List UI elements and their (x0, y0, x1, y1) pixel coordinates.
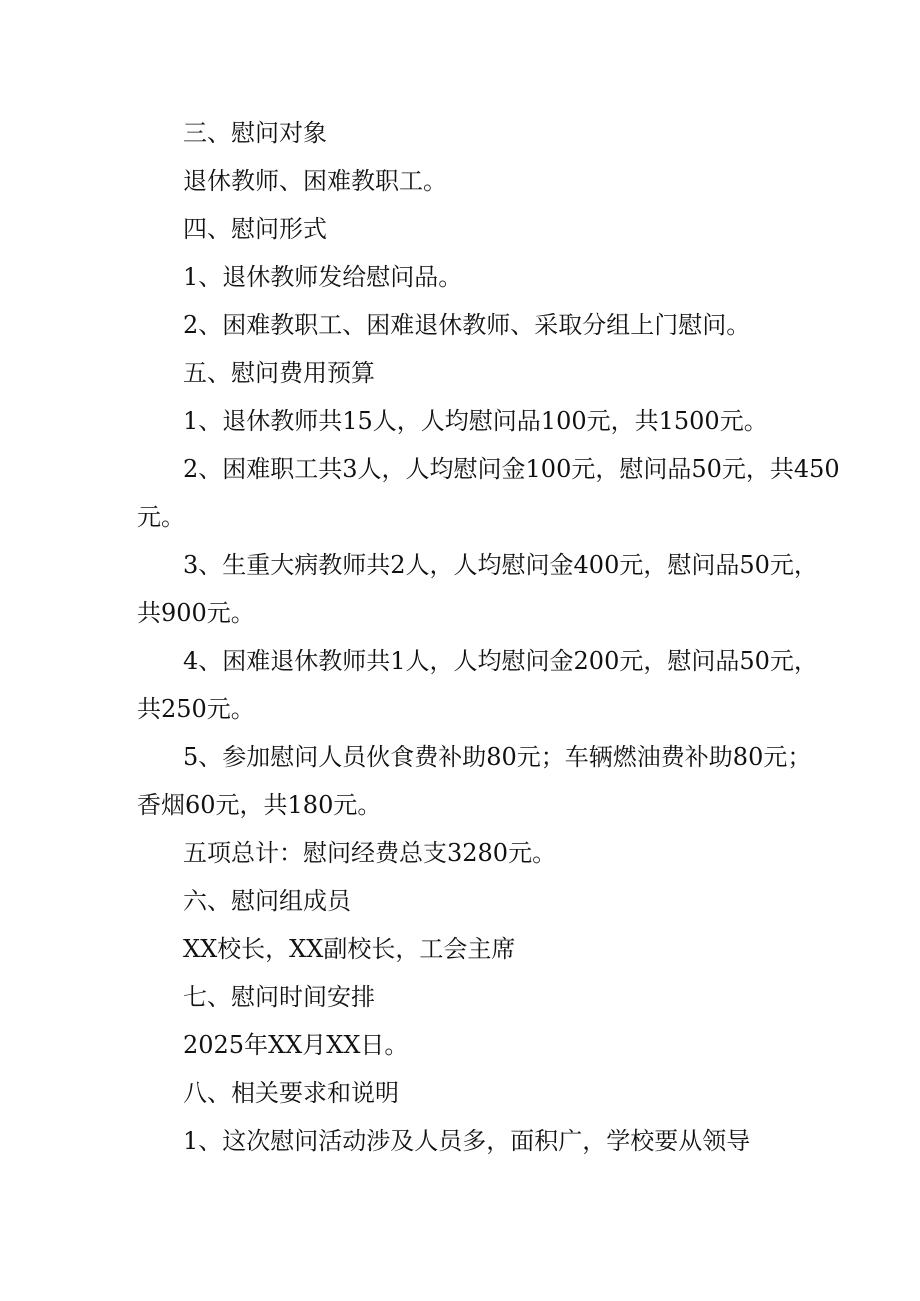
paragraph-budget-1: 1、退休教师共15人，人均慰问品100元，共1500元。 (183, 407, 768, 435)
paragraph-form-2: 2、困难教职工、困难退休教师、采取分组上门慰问。 (183, 311, 751, 339)
section-heading-7: 七、慰问时间安排 (183, 983, 375, 1011)
paragraph-members: XX校长，XX副校长，工会主席 (183, 935, 516, 963)
paragraph-form-1: 1、退休教师发给慰问品。 (183, 263, 463, 291)
section-heading-5: 五、慰问费用预算 (183, 359, 375, 387)
paragraph-budget-2-cont: 元。 (137, 503, 185, 531)
paragraph-budget-5: 5、参加慰问人员伙食费补助80元；车辆燃油费补助80元； (183, 743, 812, 771)
paragraph-schedule: 2025年XX月XX日。 (183, 1031, 409, 1059)
section-heading-3: 三、慰问对象 (183, 119, 327, 147)
paragraph-budget-5-cont: 香烟60元，共180元。 (137, 791, 382, 819)
paragraph-targets: 退休教师、困难教职工。 (183, 167, 447, 195)
paragraph-budget-total: 五项总计：慰问经费总支3280元。 (183, 839, 557, 867)
paragraph-requirements-1: 1、这次慰问活动涉及人员多，面积广，学校要从领导 (183, 1127, 751, 1155)
paragraph-budget-4-cont: 共250元。 (137, 695, 255, 723)
section-heading-8: 八、相关要求和说明 (183, 1079, 399, 1107)
paragraph-budget-3: 3、生重大病教师共2人，人均慰问金400元，慰问品50元， (183, 551, 818, 579)
paragraph-budget-4: 4、困难退休教师共1人，人均慰问金200元，慰问品50元， (183, 647, 818, 675)
paragraph-budget-3-cont: 共900元。 (137, 599, 255, 627)
section-heading-4: 四、慰问形式 (183, 215, 327, 243)
section-heading-6: 六、慰问组成员 (183, 887, 351, 915)
paragraph-budget-2: 2、困难职工共3人，人均慰问金100元，慰问品50元，共450 (183, 455, 840, 483)
